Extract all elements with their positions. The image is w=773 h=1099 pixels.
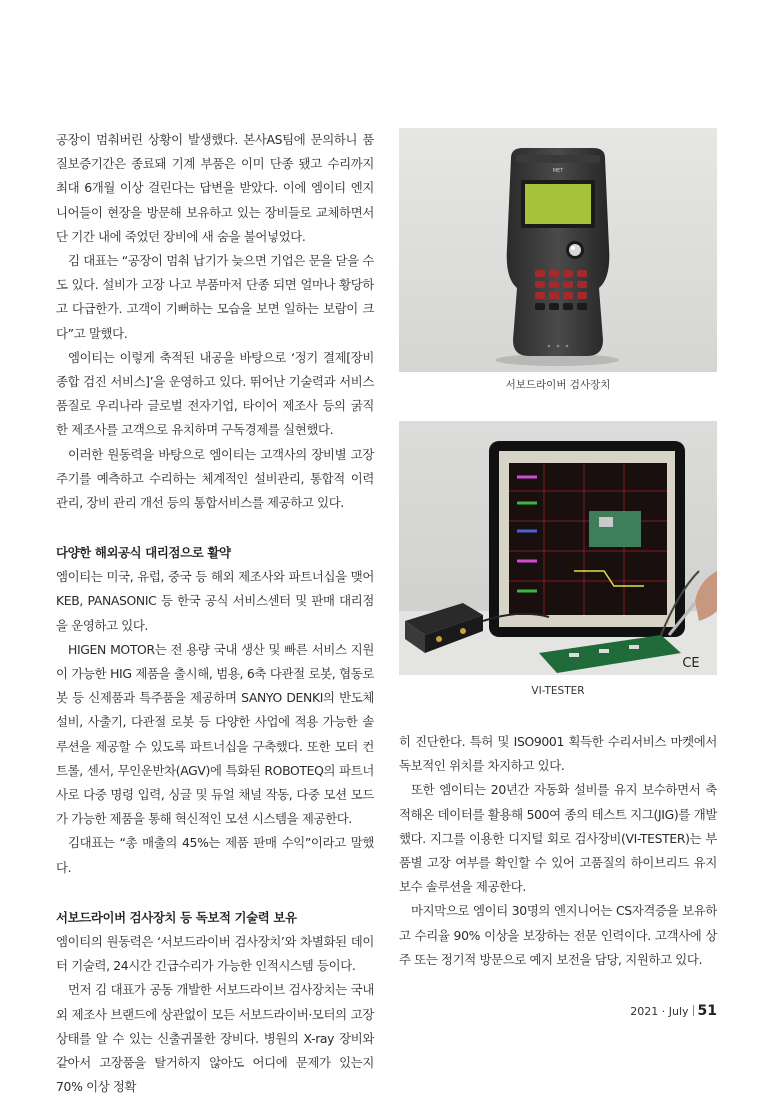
left-column bbox=[56, 128, 374, 1099]
ce-mark: CE bbox=[682, 656, 700, 671]
section-gap bbox=[56, 515, 374, 541]
body-paragraph: 히 진단한다. 특허 및 ISO9001 획득한 수리서비스 마켓에서 독보적인 위치를 차지하고 있다. bbox=[399, 734, 717, 774]
handheld-tester-illustration bbox=[399, 128, 717, 372]
footer-divider bbox=[693, 1005, 694, 1016]
body-paragraph: HIGEN MOTOR는 전 용량 국내 생산 및 빠른 서비스 지원이 가능한 HIG 제품을 출시해, 범용, 6축 다관절 로봇, 협동로봇 등 신제품과 특주품을 제공하며 SANYO DENKI의 반도체 설비, 사출기, 다관절 로봇 등 다양한 사업에 적용 가능한 솔루션을 제공할 수 있도록 파트너십을 구축했다. 또한 모터 컨트롤, 센서, 무인운반차(AGV)에 특화된 ROBOTEQ의 파트너사로 다중 명령 입력, 싱글 및 듀얼 채널 작동, 다중 모션 모드가 가능한 제품을 통해 혁신적인 모션 시스템을 제공한다. bbox=[56, 641, 374, 827]
device-brand-label: MET bbox=[552, 168, 564, 174]
page-number: 51 bbox=[697, 1003, 717, 1019]
body-paragraph: 공장이 멈춰버린 상황이 발생했다. 본사AS팀에 문의하니 품질보증기간은 종료돼 기계 부품은 이미 단종 됐고 수리까지 최대 6개월 이상 걸린다는 답변을 받았다. 이에 엠이티 엔지니어들이 현장을 방문해 보유하고 있는 장비들로 교체하면서 단 기간 내에 죽었던 장비에 새 숨을 불어넣었다. bbox=[56, 132, 374, 244]
section-heading: 다양한 해외공식 대리점으로 활약 bbox=[56, 545, 231, 561]
body-paragraph: 엠이티는 미국, 유럽, 중국 등 해외 제조사와 파트너십을 맺어 KEB, PANASONIC 등 한국 공식 서비스센터 및 판매 대리점을 운영하고 있다. bbox=[56, 569, 374, 633]
body-paragraph: 엠이티는 이렇게 축적된 내공을 바탕으로 ‘정기 결제[장비 종합 검진 서비스]’을 운영하고 있다. 뛰어난 기술력과 서비스 품질로 우리나라 글로벌 전자기업, 타이어 제조사 등의 굵직한 제조사를 고객으로 유치하며 구독경제를 실현했다. bbox=[56, 349, 374, 438]
right-column bbox=[399, 730, 717, 972]
section-heading: 서보드라이버 검사장치 등 독보적 기술력 보유 bbox=[56, 909, 297, 925]
figure-caption-vi-tester: VI-TESTER bbox=[531, 685, 585, 697]
section-gap bbox=[56, 880, 374, 906]
vi-tester-photo bbox=[399, 421, 717, 675]
body-paragraph: 또한 엠이티는 20년간 자동화 설비를 유지 보수하면서 축적해온 데이터를 활용해 500여 종의 테스트 지그(JIG)를 개발했다. 지그를 이용한 디지털 회로 검사장비(VI-TESTER)는 부품별 고장 여부를 확인할 수 있어 고품질의 하이브리드 유지보수 솔루션을 제공한다. bbox=[399, 782, 717, 895]
vi-tester-illustration bbox=[399, 421, 717, 675]
issue-date: 2021 · July bbox=[630, 1005, 689, 1018]
body-paragraph: 김대표는 “총 매출의 45%는 제품 판매 수익”이라고 말했다. bbox=[56, 835, 374, 875]
body-paragraph: 김 대표는 “공장이 멈춰 납기가 늦으면 기업은 문을 닫을 수도 있다. 설비가 고장 나고 부품마저 단종 되면 얼마나 황당하고 다급한가. 고객이 기뻐하는 모습을 보면 일하는 보람이 크다”고 말했다. bbox=[56, 253, 374, 341]
body-paragraph: 마지막으로 엠이티 30명의 엔지니어는 CS자격증을 보유하고 수리율 90% 이상을 보장하는 전문 인력이다. 고객사에 상주 또는 정기적 방문으로 예지 보전을 담당, 지원하고 있다. bbox=[399, 903, 717, 967]
figure-caption-servo-tester: 서보드라이버 검사장치 bbox=[505, 379, 611, 391]
body-paragraph: 이러한 원동력을 바탕으로 엠이티는 고객사의 장비별 고장 주기를 예측하고 수리하는 체계적인 설비관리, 통합적 이력 관리, 장비 관리 개선 등의 통합서비스를 제공하고 있다. bbox=[56, 446, 374, 511]
page-footer bbox=[630, 1003, 717, 1019]
body-paragraph: 먼저 김 대표가 공동 개발한 서보드라이브 검사장치는 국내외 제조사 브랜드에 상관없이 모든 서보드라이버·모터의 고장 상태를 알 수 있는 신출귀몰한 장비다. 병원의 X-ray 장비와 같아서 고장품을 탈거하지 않아도 어디에 문제가 있는지 70% 이상 정확 bbox=[56, 982, 374, 1095]
body-paragraph: 엠이티의 원동력은 ‘서보드라이버 검사장치’와 차별화된 데이터 기술력, 24시간 긴급수리가 가능한 인적시스템 등이다. bbox=[56, 933, 374, 974]
servo-driver-tester-photo bbox=[399, 128, 717, 372]
